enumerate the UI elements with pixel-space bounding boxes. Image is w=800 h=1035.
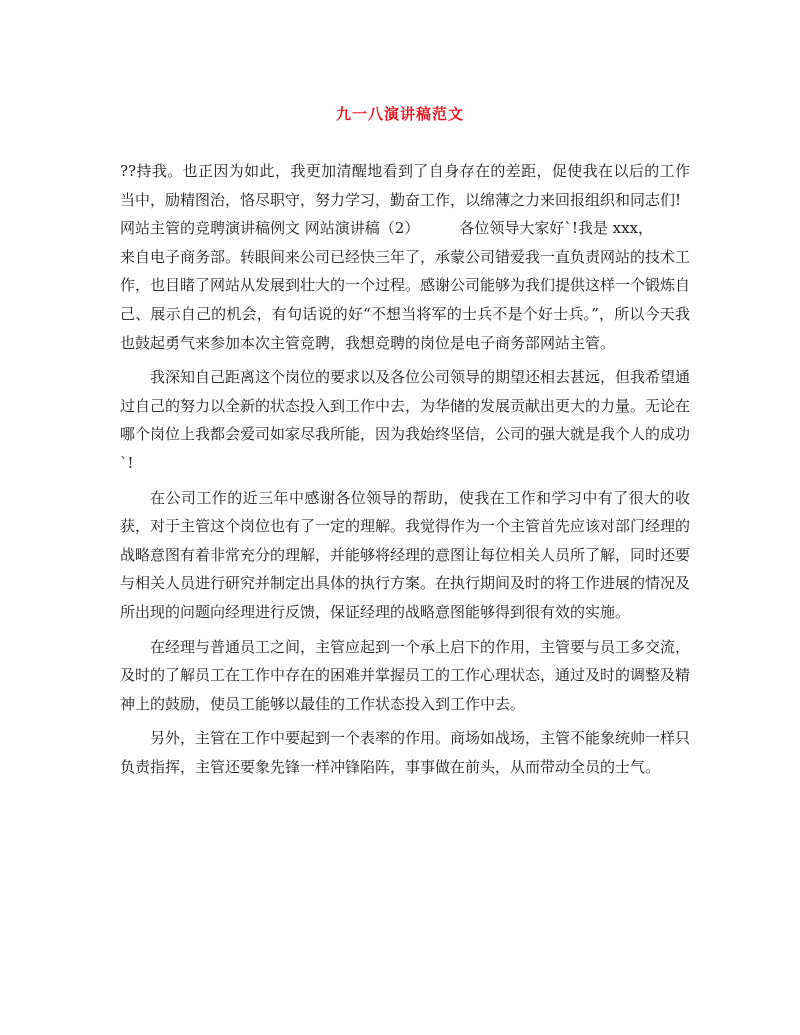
document-body: [120, 157, 690, 787]
paragraph-understanding: 在公司工作的近三年中感谢各位领导的帮助，使我在工作和学习中有了很大的收获，对于主管这个岗位也有了一定的理解。我觉得作为一个主管首先应该对部门经理的战略意图有着非常充分的理解，并能够将经理的意图让每位相关人员所了解，同时还要与相关人员进行研究并制定出具体的执行方案。在执行期间及时的将工作进展的情况及所出现的问题向经理进行反馈，保证经理的战略意图能够得到很有效的实施。: [120, 488, 691, 621]
paragraph-leading-example: 另外，主管在工作中要起到一个表率的作用。商场如战场，主管不能象统帅一样只负责指挥，主管还要象先锋一样冲锋陷阵，事事做在前头，从而带动全员的士气。: [120, 729, 691, 776]
paragraph-self-assessment: 我深知自己距离这个岗位的要求以及各位公司领导的期望还相去甚远，但我希望通过自己的努力以全新的状态投入到工作中去，为华储的发展贡献出更大的力量。无论在哪个岗位上我都会爱司如家尽我所能，因为我始终坚信，公司的强大就是我个人的成功`!: [120, 368, 691, 472]
speech-heading: 网站主管的竞聘演讲稿例文 网站演讲稿（2）: [120, 219, 420, 238]
speech-heading-line: [120, 214, 690, 243]
speech-greeting: 各位领导大家好`!我是 xxx，: [459, 219, 654, 238]
paragraph-introduction: 来自电子商务部。转眼间来公司已经快三年了，承蒙公司错爱我一直负责网站的技术工作，也目睹了网站从发展到壮大的一个过程。感谢公司能够为我们提供这样一个锻炼自己、展示自己的机会，有句话说的好“不想当将军的士兵不是个好士兵。”，所以今天我也鼓起勇气来参加本次主管竞聘，我想竞聘的岗位是电子商务部网站主管。: [120, 247, 691, 352]
paragraph-bridge-role: 在经理与普通员工之间，主管应起到一个承上启下的作用，主管要与员工多交流，及时的了解员工在工作中存在的困难并掌握员工的工作心理状态，通过及时的调整及精神上的鼓励，使员工能够以最佳的工作状态投入到工作中去。: [120, 637, 691, 713]
document-title: 九一八演讲稿范文: [335, 105, 464, 123]
paragraph-opening: ??持我。也正因为如此，我更加清醒地看到了自身存在的差距，促使我在以后的工作当中，励精图治，恪尽职守，努力学习，勤奋工作，以绵薄之力来回报组织和同志们!: [120, 162, 690, 209]
